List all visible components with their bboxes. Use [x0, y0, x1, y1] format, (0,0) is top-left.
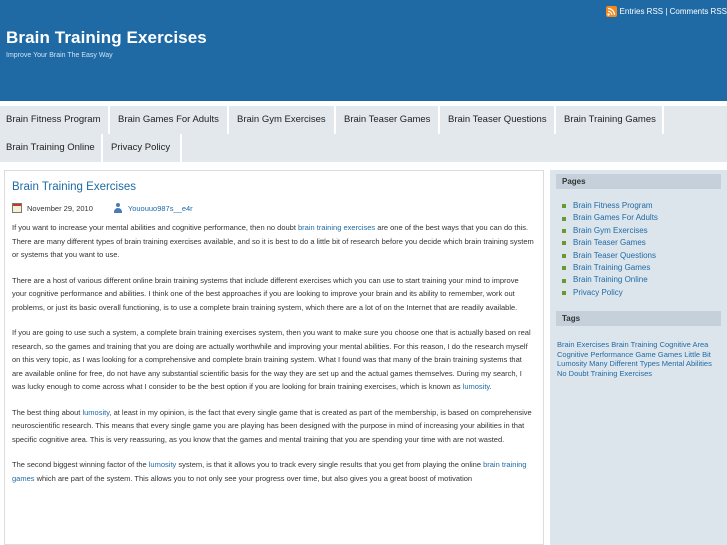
page-link[interactable]: [562, 237, 658, 249]
page-link[interactable]: [562, 200, 658, 212]
pages-heading: Pages: [556, 174, 721, 189]
brain-training-exercises-link[interactable]: brain training exercises: [298, 223, 376, 232]
page-link[interactable]: [562, 225, 658, 237]
pages-list: [562, 200, 658, 299]
calendar-icon: [12, 203, 22, 213]
nav-item-brain-fitness-program[interactable]: Brain Fitness Program: [0, 106, 110, 134]
tag-link[interactable]: Brain Exercises: [557, 340, 610, 349]
page-link-label[interactable]: Brain Gym Exercises: [573, 225, 648, 235]
page-link-label[interactable]: Brain Training Games: [573, 262, 651, 272]
post-title[interactable]: Brain Training Exercises: [12, 181, 136, 193]
post-paragraph: [12, 221, 534, 262]
paragraph-text: The best thing about: [12, 407, 83, 417]
page-link[interactable]: [562, 212, 658, 224]
post-paragraph: There are a host of various different online brain training systems that include different exercises which you can use to start training your mind to improve your cognitive performance and abilities. I think one of the best approaches if you are looking to improve your brain and its ability to remember, work out problems, or just its basic overall functioning, is to use a complete brain training system, which there are a lot of on the Internet that are readily available.: [12, 275, 519, 312]
nav-item-brain-training-online[interactable]: Brain Training Online: [0, 134, 103, 162]
user-icon: [113, 203, 123, 213]
lumosity-link[interactable]: lumosity: [462, 382, 490, 391]
paragraph-text: which are part of the system. This allows you to not only see your progress over time, but also gives you a great boost of motivation: [34, 473, 473, 483]
post-author[interactable]: Yououuo987s__e4r: [127, 203, 193, 213]
tag-link[interactable]: Mental Abilities: [661, 359, 712, 369]
page-link-label[interactable]: Brain Training Online: [573, 275, 648, 285]
paragraph-text: If you want to increase your mental abilities and cognitive performance, then no doubt: [12, 223, 298, 232]
site-title[interactable]: Brain Training Exercises: [6, 28, 207, 47]
page-link[interactable]: [562, 287, 658, 299]
bullet-icon: [562, 241, 566, 245]
bullet-icon: [562, 266, 566, 270]
page-link[interactable]: [562, 250, 658, 262]
tag-link[interactable]: Cognitive Performance: [557, 349, 634, 359]
paragraph-text: are one of the best ways that you can do this. There are many different types of brain training exercises available, and so it is best to do a little bit of research before you decide which brain training system or systems that you want to use.: [12, 223, 534, 259]
post-paragraph: [12, 326, 534, 394]
page-link[interactable]: [562, 262, 658, 274]
bullet-icon: [562, 217, 566, 221]
page-link-label[interactable]: Brain Teaser Questions: [573, 250, 657, 260]
page-link-label[interactable]: Brain Teaser Games: [573, 238, 646, 248]
nav-item-brain-gym-exercises[interactable]: Brain Gym Exercises: [231, 106, 336, 134]
tag-link[interactable]: Game: [635, 349, 656, 359]
site-description: Improve Your Brain The Easy Way: [6, 52, 113, 59]
sidebar: [550, 170, 727, 545]
tags-heading: Tags: [556, 311, 721, 326]
tag-link[interactable]: Little Bit: [684, 349, 711, 359]
paragraph-text: .: [489, 382, 492, 391]
bullet-icon: [562, 291, 566, 295]
rss-links-label[interactable]: Entries RSS | Comments RSS: [619, 6, 727, 16]
bullet-icon: [562, 254, 566, 258]
nav-item-brain-teaser-questions[interactable]: Brain Teaser Questions: [442, 106, 556, 134]
tag-link[interactable]: Brain Training: [611, 340, 658, 349]
main-navigation: [0, 106, 727, 162]
post-meta: [12, 203, 193, 213]
post-body: [12, 221, 534, 497]
bullet-icon: [562, 279, 566, 283]
paragraph-text: system, is that it allows you to track every single results that you get from playing the online: [176, 460, 484, 469]
paragraph-text: , at least in my opinion, is the fact that every single game that is created as part of the membership, is based on comprehensive neuroscientific research. This means that every single game you are playing has been designed with the purpose in mind of increasing your abilities in that specific cognitive area. This is very reassuring, as you know that the games and mental training that you are spending your time with are not wasted.: [12, 407, 532, 444]
rss-links[interactable]: [606, 4, 727, 18]
lumosity-link[interactable]: lumosity: [82, 407, 110, 417]
post-date: November 29, 2010: [27, 203, 93, 213]
tag-link[interactable]: Cognitive Area: [659, 340, 709, 349]
brain-training-games-link[interactable]: brain training games: [12, 460, 527, 483]
page-link[interactable]: [562, 274, 658, 286]
main-content: [4, 170, 544, 545]
nav-item-brain-teaser-games[interactable]: Brain Teaser Games: [338, 106, 440, 134]
post-paragraph: [12, 406, 534, 447]
paragraph-text: The second biggest winning factor of the: [12, 460, 149, 469]
post-paragraph: [12, 458, 534, 485]
rss-icon[interactable]: [606, 6, 617, 17]
tag-link[interactable]: Lumosity: [557, 359, 588, 369]
lumosity-link[interactable]: lumosity: [148, 460, 177, 469]
nav-item-brain-games-for-adults[interactable]: Brain Games For Adults: [112, 106, 229, 134]
tag-link[interactable]: No Doubt: [557, 368, 589, 378]
bullet-icon: [562, 204, 566, 208]
page-link-label[interactable]: Brain Games For Adults: [573, 213, 658, 223]
nav-item-brain-training-games[interactable]: Brain Training Games: [558, 106, 664, 134]
bullet-icon: [562, 229, 566, 233]
tag-link[interactable]: Many Different Types: [589, 359, 660, 369]
page-link-label[interactable]: Brain Fitness Program: [573, 201, 653, 210]
site-header: [0, 0, 727, 101]
tag-cloud: [557, 340, 723, 378]
paragraph-text: If you are going to use such a system, a complete brain training exercises system, then you want to make sure you choose one that is actually based on real research, so the games and training that you are doing are actually worthwhile and improving your mental abilities. For this reason, I do the research myself on this very topic, as I was looking for a comprehensive and complete brain training system. What I found was that many of the brain training systems that are available online for free, do not have any substantial scientific basis for the way they are set up and the actual games themselves. During my search, I was lucky enough to come across what I consider to be the best option if you are looking for brain training exercises, which is known as: [12, 328, 531, 391]
page-link-label[interactable]: Privacy Policy: [573, 287, 623, 297]
tag-link[interactable]: Training Exercises: [590, 368, 653, 378]
nav-item-privacy-policy[interactable]: Privacy Policy: [105, 134, 182, 162]
tag-link[interactable]: Games: [657, 349, 683, 359]
